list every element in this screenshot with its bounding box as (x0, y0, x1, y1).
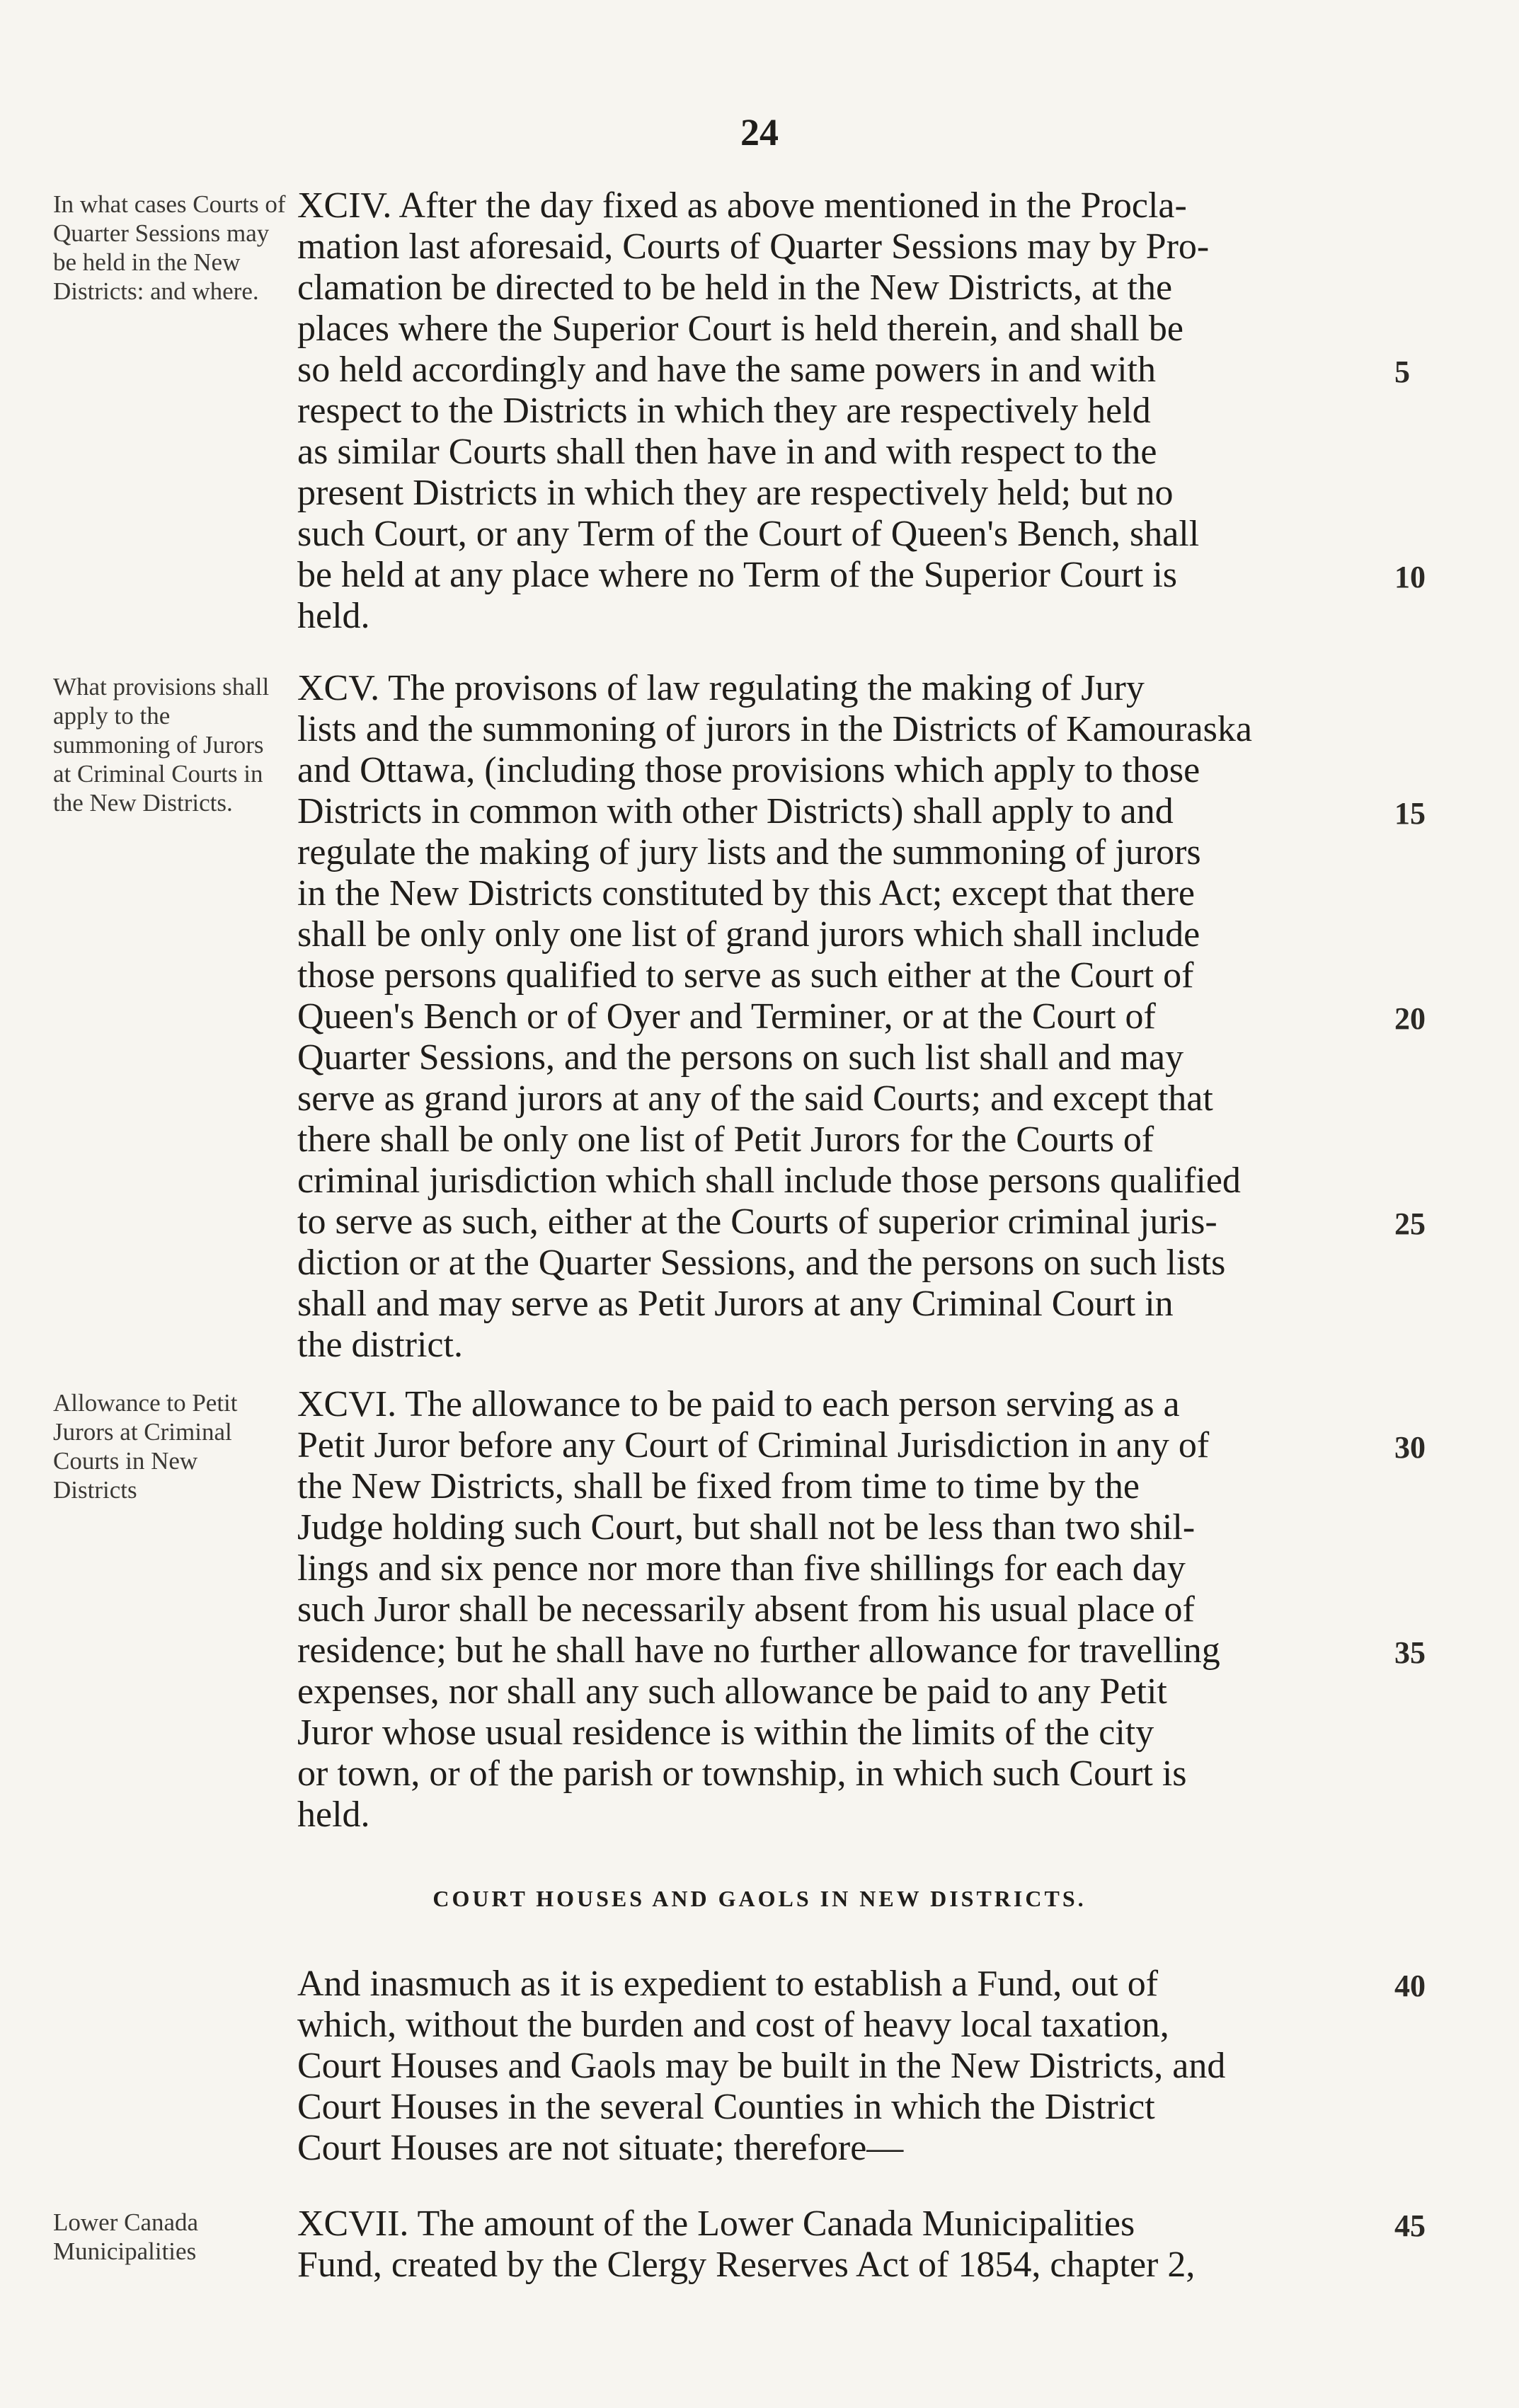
text-line: And inasmuch as it is expedient to establish a Fund, out of (297, 1964, 1159, 2004)
line-number: 45 (1394, 2208, 1426, 2243)
text-line: so held accordingly and have the same powers in and with (297, 350, 1156, 390)
text-line: in the New Districts constituted by this Act; except that there (297, 873, 1195, 914)
text-line: XCVII. The amount of the Lower Canada Municipalities (297, 2204, 1135, 2244)
text-line: present Districts in which they are respectively held; but no (297, 473, 1174, 513)
text-line: such Court, or any Term of the Court of Queen's Bench, shall (297, 514, 1200, 554)
text-line: regulate the making of jury lists and the summoning of jurors (297, 832, 1201, 872)
text-line: Court Houses are not situate; therefore— (297, 2128, 904, 2168)
text-line: Court Houses in the several Counties in which the District (297, 2087, 1155, 2127)
text-line: held. (297, 1795, 370, 1835)
text-line: Fund, created by the Clergy Reserves Act of 1854, chapter 2, (297, 2245, 1196, 2285)
text-line: shall be only only one list of grand jurors which shall include (297, 914, 1200, 955)
line-number: 20 (1394, 1001, 1426, 1036)
text-line: as similar Courts shall then have in and with respect to the (297, 432, 1157, 472)
margin-note: Lower Canada Municipalities (53, 2208, 199, 2265)
text-line: shall and may serve as Petit Jurors at any Criminal Court in (297, 1284, 1174, 1324)
margin-note: In what cases Courts of Quarter Sessions may be held in the New Districts: and where. (53, 190, 286, 305)
text-line: serve as grand jurors at any of the said Courts; and except that (297, 1078, 1213, 1119)
text-line: lists and the summoning of jurors in the Districts of Kamouraska (297, 709, 1252, 749)
line-number: 10 (1394, 560, 1426, 594)
text-line: Juror whose usual residence is within the limits of the city (297, 1712, 1154, 1753)
text-line: expenses, nor shall any such allowance be paid to any Petit (297, 1671, 1167, 1712)
text-line: be held at any place where no Term of the Superior Court is (297, 555, 1178, 595)
text-line: XCIV. After the day fixed as above mentioned in the Procla- (297, 185, 1187, 226)
line-number: 15 (1394, 796, 1426, 831)
text-line: residence; but he shall have no further allowance for travelling (297, 1630, 1220, 1671)
text-line: Queen's Bench or of Oyer and Terminer, or at the Court of (297, 996, 1156, 1037)
section-text (297, 1964, 1380, 2169)
line-number: 35 (1394, 1635, 1426, 1670)
line-number: 30 (1394, 1430, 1426, 1465)
text-line: such Juror shall be necessarily absent from his usual place of (297, 1589, 1195, 1630)
text-line: the district. (297, 1325, 463, 1365)
text-line: clamation be directed to be held in the New Districts, at the (297, 267, 1173, 308)
section-heading: COURT HOUSES AND GAOLS IN NEW DISTRICTS. (432, 1886, 1087, 1911)
margin-note: What provisions shall apply to the summoning of Jurors at Criminal Courts in the New Districts. (53, 673, 270, 817)
line-number: 25 (1394, 1206, 1426, 1241)
text-line: Judge holding such Court, but shall not be less than two shil- (297, 1507, 1196, 1548)
text-line: mation last aforesaid, Courts of Quarter Sessions may by Pro- (297, 226, 1210, 267)
text-line: respect to the Districts in which they are respectively held (297, 391, 1151, 431)
margin-note: Allowance to Petit Jurors at Criminal Courts in New Districts (53, 1389, 238, 1504)
text-line: XCV. The provisons of law regulating the making of Jury (297, 668, 1145, 708)
text-line: held. (297, 596, 370, 636)
text-line: criminal jurisdiction which shall include those persons qualified (297, 1160, 1241, 1201)
text-line: and Ottawa, (including those provisions which apply to those (297, 750, 1200, 790)
text-line: Quarter Sessions, and the persons on such list shall and may (297, 1037, 1184, 1078)
text-line: those persons qualified to serve as such either at the Court of (297, 955, 1194, 996)
text-line: to serve as such, either at the Courts of superior criminal juris- (297, 1202, 1217, 1242)
text-line: places where the Superior Court is held therein, and shall be (297, 309, 1183, 349)
text-line: the New Districts, shall be fixed from time to time by the (297, 1466, 1140, 1507)
text-line: lings and six pence nor more than five shillings for each day (297, 1548, 1186, 1589)
text-line: Court Houses and Gaols may be built in the New Districts, and (297, 2046, 1226, 2086)
page-number: 24 (740, 111, 779, 154)
line-number: 5 (1394, 355, 1410, 389)
text-line: which, without the burden and cost of heavy local taxation, (297, 2005, 1169, 2045)
section-text (297, 668, 1380, 1366)
section-text (297, 1384, 1380, 1836)
text-line: XCVI. The allowance to be paid to each person serving as a (297, 1384, 1180, 1424)
text-line: or town, or of the parish or township, in which such Court is (297, 1753, 1187, 1794)
text-line: there shall be only one list of Petit Jurors for the Courts of (297, 1119, 1154, 1160)
line-number: 40 (1394, 1969, 1426, 2003)
section-text (297, 2204, 1380, 2286)
text-line: Districts in common with other Districts) shall apply to and (297, 791, 1174, 831)
text-line: Petit Juror before any Court of Criminal Jurisdiction in any of (297, 1425, 1210, 1465)
section-text (297, 185, 1380, 637)
text-line: diction or at the Quarter Sessions, and the persons on such lists (297, 1243, 1226, 1283)
